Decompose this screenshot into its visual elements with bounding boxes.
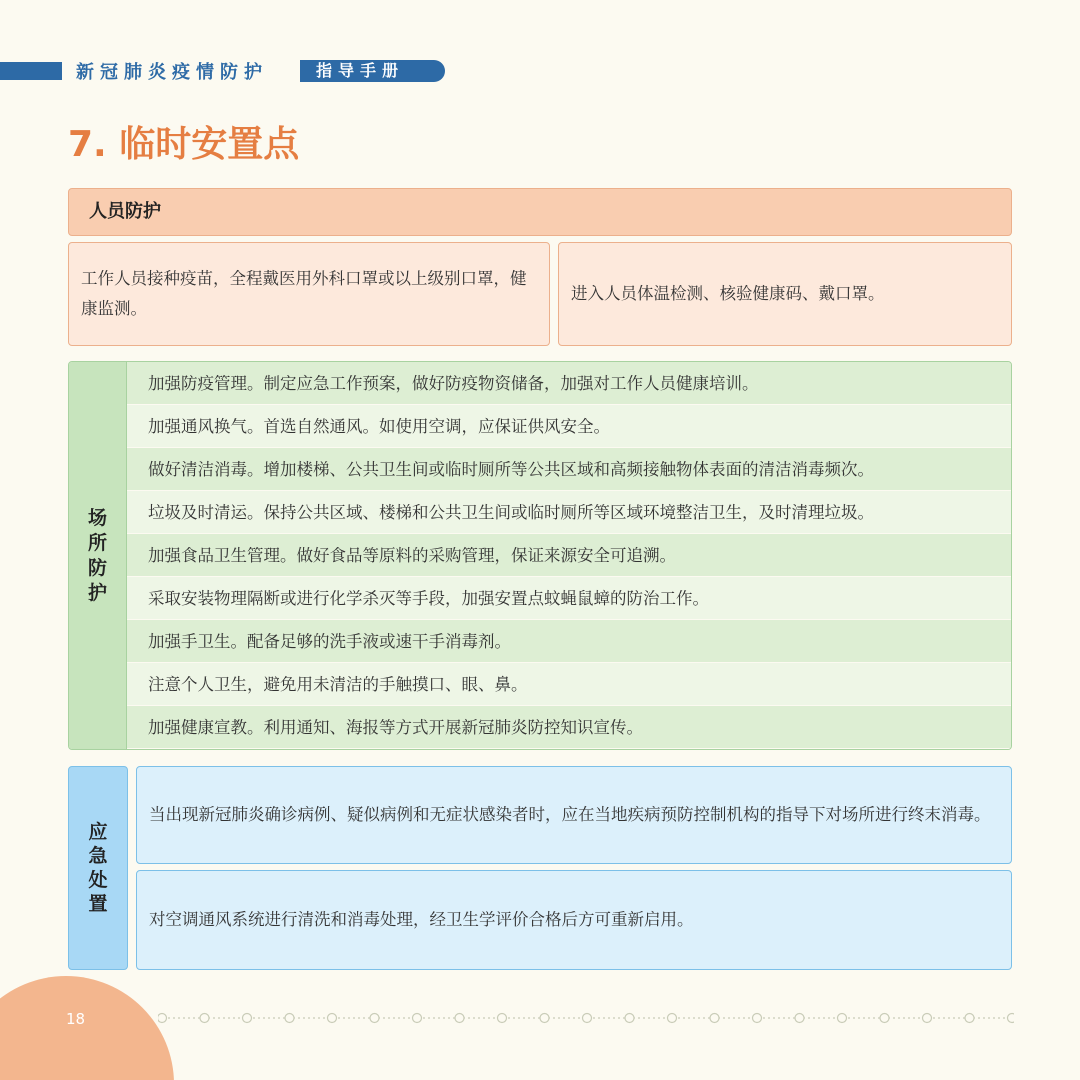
table-row: 加强通风换气。首选自然通风。如使用空调，应保证供风安全。 bbox=[127, 405, 1011, 448]
personal-protection-staff bbox=[68, 242, 550, 346]
personal-protection-staff-text: 工作人员接种疫苗，全程戴医用外科口罩或以上级别口罩，健康监测。 bbox=[81, 269, 527, 318]
table-row: 垃圾及时清运。保持公共区域、楼梯和公共卫生间或临时厕所等区域环境整洁卫生，及时清理垃圾。 bbox=[127, 491, 1011, 534]
page-title: 7. 临时安置点 bbox=[68, 124, 300, 165]
personal-protection-heading: 人员防护 bbox=[68, 188, 1012, 236]
site-protection-table bbox=[68, 361, 1012, 750]
personal-protection-visitors-text: 进入人员体温检测、核验健康码、戴口罩。 bbox=[571, 284, 885, 303]
table-row: 注意个人卫生，避免用未清洁的手触摸口、眼、鼻。 bbox=[127, 663, 1011, 706]
personal-protection-visitors bbox=[558, 242, 1012, 346]
table-row: 加强健康宣教。利用通知、海报等方式开展新冠肺炎防控知识宣传。 bbox=[127, 706, 1011, 749]
site-protection-label: 场 所 防 护 bbox=[69, 362, 127, 749]
emergency-item-text: 当出现新冠肺炎确诊病例、疑似病例和无症状感染者时，应在当地疾病预防控制机构的指导下对场所进行终末消毒。 bbox=[149, 805, 991, 824]
header-title: 新冠肺炎疫情防护 bbox=[76, 62, 268, 83]
site-protection-rows bbox=[127, 362, 1011, 749]
table-row: 采取安装物理隔断或进行化学杀灭等手段，加强安置点蚊蝇鼠蟑的防治工作。 bbox=[127, 577, 1011, 620]
emergency-item bbox=[136, 766, 1012, 864]
emergency-label: 应 急 处 置 bbox=[68, 766, 128, 970]
header-accent-bar bbox=[0, 62, 62, 80]
table-row: 加强食品卫生管理。做好食品等原料的采购管理，保证来源安全可追溯。 bbox=[127, 534, 1011, 577]
table-row: 加强手卫生。配备足够的洗手液或速干手消毒剂。 bbox=[127, 620, 1011, 663]
emergency-item-text: 对空调通风系统进行清洗和消毒处理，经卫生学评价合格后方可重新启用。 bbox=[149, 910, 694, 929]
emergency-item bbox=[136, 870, 1012, 970]
page-number-circle bbox=[0, 976, 174, 1080]
table-row: 做好清洁消毒。增加楼梯、公共卫生间或临时厕所等公共区域和高频接触物体表面的清洁消毒频次。 bbox=[127, 448, 1011, 491]
page-number: 18 bbox=[66, 1010, 86, 1028]
table-row: 加强防疫管理。制定应急工作预案，做好防疫物资储备，加强对工作人员健康培训。 bbox=[127, 362, 1011, 405]
header-tag: 指导手册 bbox=[300, 60, 445, 82]
dotted-divider bbox=[158, 1010, 1014, 1026]
